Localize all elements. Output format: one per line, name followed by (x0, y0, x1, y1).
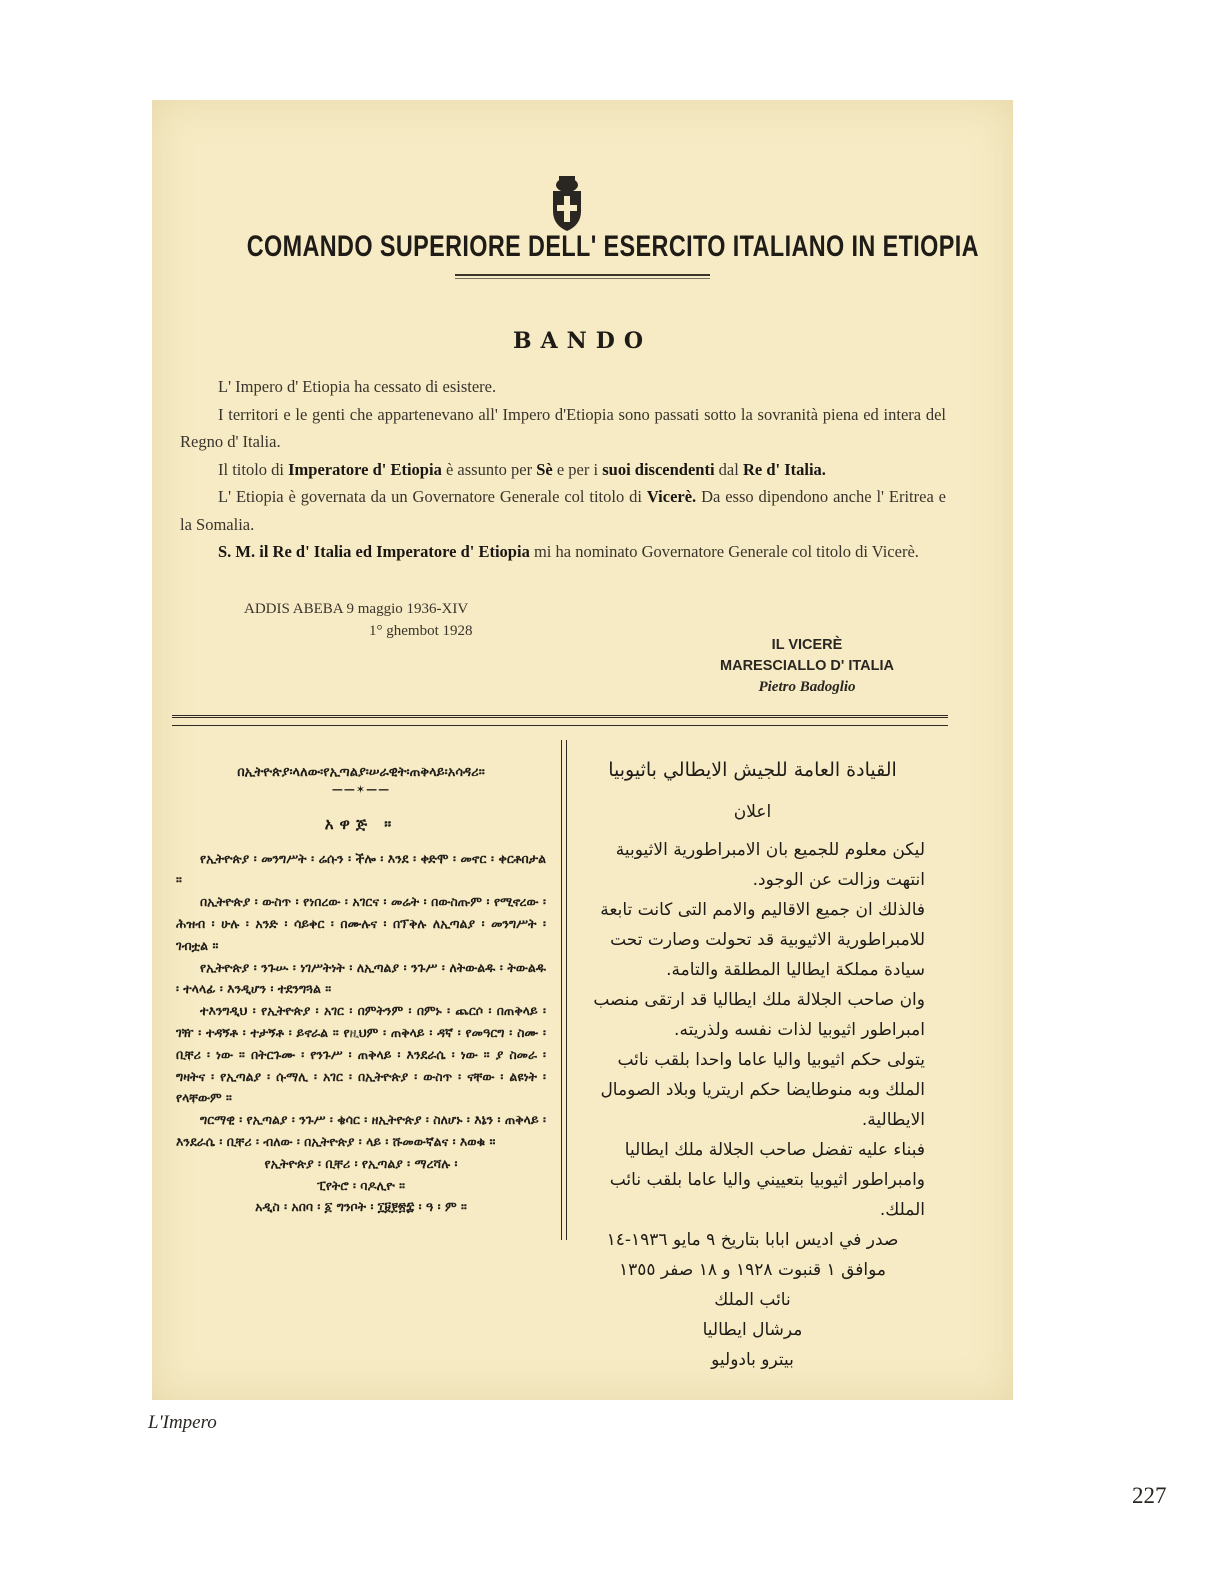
amharic-ornament: ——✶—— (331, 782, 391, 796)
amharic-paragraph-1: የኢትዮጵያ ፡ መንግሥት ፡ ሬሱን ፡ ችሎ ፡ እንደ ፡ ቀድሞ ፡ መኖር ፡ ቀርቶበታል ። (176, 850, 546, 888)
italian-paragraph-1: L' Impero d' Etiopia ha cessato di esistere. (218, 377, 497, 396)
arabic-paragraph-3: وان صاحب الجلالة ملك ايطاليا قد ارتقى منصب امبراطور اثيوبيا لذات نفسه ولذريته. (593, 990, 925, 1040)
arabic-paragraph-1: ليكن معلوم للجميع بان الامبراطورية الاثيوبية انتهت وزالت عن الوجود. (615, 840, 925, 890)
savoy-coat-of-arms-icon (547, 173, 587, 233)
amharic-closing-2: ፒየትሮ ፡ ባዶሊዮ ። (317, 1177, 405, 1193)
signature-title: IL VICERÈ (771, 637, 843, 653)
amharic-heading: አዋጅ ። (324, 814, 398, 833)
bando-heading: BANDO (512, 328, 652, 354)
amharic-paragraph-2: በኢትዮጵያ ፡ ውስጥ ፡ የነበረው ፡ አገርና ፡ መሬት ፡ በውስጡም ፡ የሚኖረው ፡ ሕዝብ ፡ ሁሉ ፡ አንድ ፡ ሳይቀር ፡ በሙሉና ፡ በፕቅሉ ለኢጣልያ ፡ መንግሥት ፡ ገብቷል ። (176, 894, 546, 953)
arabic-date-2: موافق ١ قنبوت ١٩٢٨ و ١٨ صفر ١٣٥٥ (618, 1260, 887, 1280)
amharic-paragraph-4: ተእንግዲህ ፡ የኢትዮጵያ ፡ አገር ፡ በምትንም ፡ በምኑ ፡ ጨርሶ ፡ በጠቅላይ ፡ ገዥ ፡ ተዳኝቶ ፡ ተታኝቶ ፡ ይኖራል ። የዚህም ፡ ጠቅላይ ፡ ዳኛ ፡ የመዓርግ ፡ ስሙ ፡ ቢቸሪ ፡ ነው ። በትርጉሙ ፡ የንጉሥ ፡ ጠቅላይ ፡ እንደራሴ ፡ ነው ። ያ ስመራ ፡ ግዛትና ፡ የኢጣልያ ፡ ሱማሊ ፡ አገር ፡ በኢትዮጵያ ፡ ውስጥ ፡ ናቸው ፡ ልዩነት ፡ የላቸውም ። (176, 1003, 546, 1106)
date-line-ethiopian: 1° ghembot 1928 (369, 623, 473, 639)
proclamation-poster (152, 100, 1013, 1400)
italian-paragraph-4: L' Etiopia è governata da un Governatore Generale col titolo di Vicerè. Da esso dipendono anche l' Eritrea e la Somalia. (180, 487, 946, 534)
italian-proclamation (180, 373, 946, 566)
arabic-title: القيادة العامة للجيش الايطالي باثيوبيا (608, 759, 897, 781)
amharic-paragraph-5: ግርማዊ ፡ የኢጣልያ ፡ ንጉሥ ፡ ቄሳር ፡ ዘኢትዮጵያ ፡ ስለሆኑ ፡ እኔን ፡ ጠቅላይ ፡ እንደራሴ ፡ ቢቸሪ ፡ ብለው ፡ በኢትዮጵያ ፡ ላይ ፡ ሹመውኛልና ፡ እወቁ ። (176, 1112, 546, 1149)
arabic-proclamation (580, 755, 925, 1375)
headline: COMANDO SUPERIORE DELL' ESERCITO ITALIANO IN ETIOPIA (246, 230, 979, 263)
arabic-paragraph-4: يتولى حكم اثيوبيا واليا عاما واحدا بلقب نائب الملك وبه منوطايضا حكم اريتريا وبلاد الصومال الايطالية. (600, 1050, 925, 1130)
arabic-signature-title: نائب الملك (714, 1290, 791, 1310)
date-line-gregorian: ADDIS ABEBA 9 maggio 1936-XIV (244, 601, 469, 617)
amharic-paragraph-3: የኢትዮጵያ ፡ ንጉሡ ፡ ነገሥትነት ፡ ለኢጣልያ ፡ ንጉሥ ፡ ለትውልዱ ፡ ትውልዱ ፡ ተላላፊ ፡ እንዲሆን ፡ ተደንግጓል ። (176, 959, 546, 997)
arabic-date-1: صدر في اديس ابابا بتاريخ ٩ مايو ١٩٣٦-١٤ (606, 1230, 899, 1250)
column-divider (561, 740, 567, 1240)
arabic-signature-name: بيترو بادوليو (711, 1350, 794, 1370)
arabic-signature-rank: مرشال ايطاليا (702, 1320, 803, 1340)
signature-block (692, 635, 922, 698)
arabic-heading: اعلان (733, 802, 772, 822)
italian-paragraph-3: Il titolo di Imperatore d' Etiopia è assunto per Sè e per i suoi discendenti dal Re d' Italia. (218, 459, 826, 479)
signature-name: Pietro Badoglio (758, 679, 856, 695)
amharic-closing-3: አዲስ ፡ አበባ ፡ ፩ ግንቦት ፡ ፲፱፻፳፰ ፡ ዓ ፡ ም ። (255, 1199, 467, 1215)
amharic-closing-1: የኢትዮጵያ ፡ ቢቸሪ ፡ የኢጣልያ ፡ ማረሻሉ ፡ (264, 1155, 458, 1171)
figure-caption: L'Impero (148, 1412, 217, 1433)
page-number: 227 (1132, 1483, 1167, 1508)
amharic-title: በኢትዮጵያ፡ላለው፡የኢጣልያ፡ሠራዊት፡ጠቅላይ፡አሳዳሪ። (237, 765, 485, 780)
italian-paragraph-5: S. M. il Re d' Italia ed Imperatore d' Etiopia mi ha nominato Governatore Generale col titolo di Vicerè. (218, 542, 919, 561)
signature-rank: MARESCIALLO D' ITALIA (720, 658, 894, 674)
arabic-paragraph-2: فالذلك ان جميع الاقاليم والامم التى كانت تابعة للامبراطورية الاثيوبية قد تحولت وصارت تحت سيادة مملكة ايطاليا المطلقة والتامة. (600, 900, 925, 980)
arabic-paragraph-5: فبناء عليه تفضل صاحب الجلالة ملك ايطاليا وامبراطور اثيوبيا بتعييني واليا عاما بلقب نائب الملك. (609, 1140, 925, 1220)
section-divider (172, 715, 948, 726)
headline-divider (455, 274, 710, 279)
amharic-proclamation (176, 762, 546, 1218)
date-block (244, 598, 473, 642)
italian-paragraph-2: I territori e le genti che appartenevano all' Impero d'Etiopia sono passati sotto la sovranità piena ed intera del Regno d' Italia. (180, 404, 946, 451)
